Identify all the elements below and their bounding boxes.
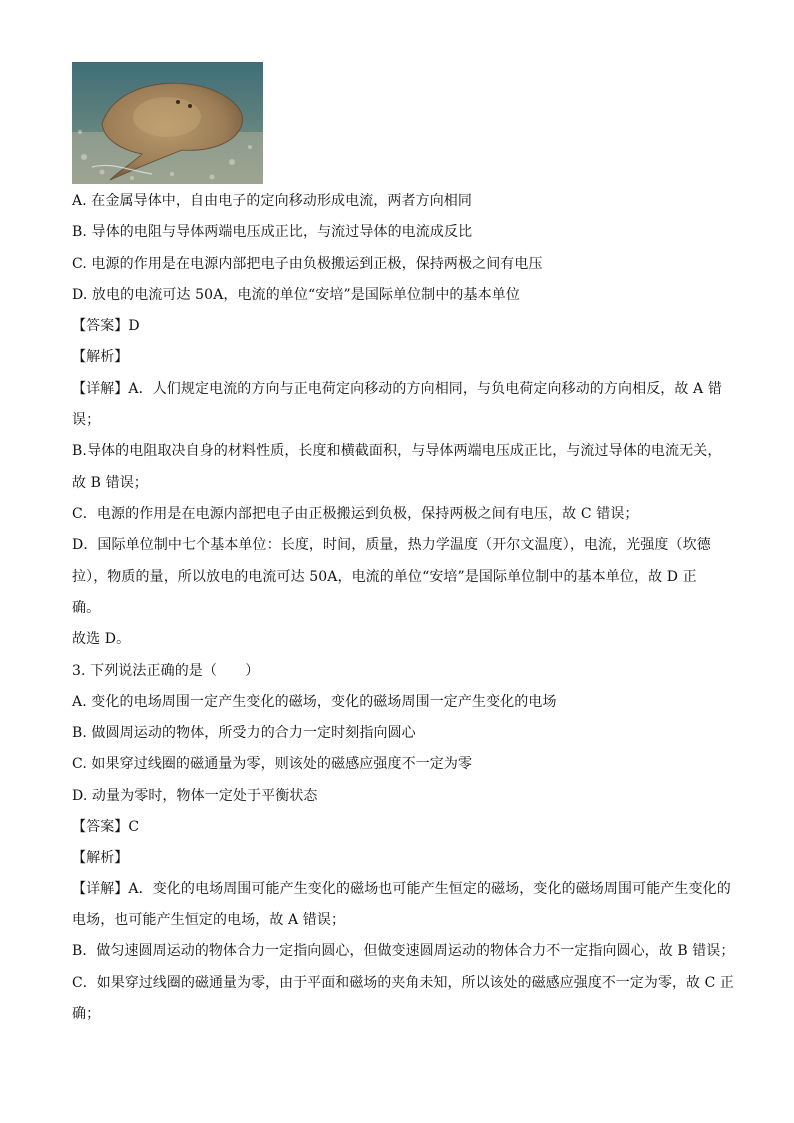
q2-detail-line: C．电源的作用是在电源内部把电子由正极搬运到负极，保持两极之间有电压，故 C 错误； [72,506,639,522]
q2-option-c: C. 电源的作用是在电源内部把电子由负极搬运到正极，保持两极之间有电压 [72,256,543,272]
q3-option-c: C. 如果穿过线圈的磁通量为零，则该处的磁感应强度不一定为零 [72,756,473,772]
q2-detail-line: 故 B 错误； [72,475,148,491]
q2-conclusion: 故选 D。 [72,631,131,647]
q3-detail-line: 【详解】A．变化的电场周围可能产生变化的磁场也可能产生恒定的磁场，变化的磁场周围可能产生变化的 [72,881,731,897]
q3-detail-line: 电场，也可能产生恒定的电场，故 A 错误； [72,912,346,928]
q3-option-a: A. 变化的电场周围一定产生变化的磁场，变化的磁场周围一定产生变化的电场 [72,694,557,710]
q2-option-d: D. 放电的电流可达 50A，电流的单位“安培”是国际单位制中的基本单位 [72,287,520,303]
q2-option-b: B. 导体的电阻与导体两端电压成正比，与流过导体的电流成反比 [72,224,473,240]
q2-detail-line: 拉），物质的量，所以放电的电流可达 50A，电流的单位“安培”是国际单位制中的基本单位，故 D 正 [72,569,697,585]
q2-detail-line: D．国际单位制中七个基本单位：长度，时间，质量，热力学温度（开尔文温度），电流，光强度（坎德 [72,537,711,553]
q2-analysis-label: 【解析】 [72,349,129,365]
electric-ray-photo [72,62,263,184]
q2-option-a: A. 在金属导体中，自由电子的定向移动形成电流，两者方向相同 [72,193,473,209]
q3-stem: 3. 下列说法正确的是（ ） [72,663,260,679]
q2-detail-line: 【详解】A．人们规定电流的方向与正电荷定向移动的方向相同，与负电荷定向移动的方向相反，故 A 错 [72,381,722,397]
q3-detail-line: C．如果穿过线圈的磁通量为零，由于平面和磁场的夹角未知，所以该处的磁感应强度不一定为零，故 C 正 [72,975,734,991]
q3-answer: 【答案】C [72,819,140,835]
q3-option-d: D. 动量为零时，物体一定处于平衡状态 [72,788,318,804]
q3-detail-line: B．做匀速圆周运动的物体合力一定指向圆心，但做变速圆周运动的物体合力不一定指向圆心，故 B 错误； [72,943,735,959]
q2-detail-line: 误； [72,412,101,428]
q3-detail-line: 确； [72,1006,101,1022]
q2-detail-line: B.导体的电阻取决自身的材料性质，长度和横截面积，与导体两端电压成正比，与流过导体的电流无关， [72,443,722,459]
q2-detail-line: 确。 [72,600,101,616]
q3-option-b: B. 做圆周运动的物体，所受力的合力一定时刻指向圆心 [72,725,416,741]
q3-analysis-label: 【解析】 [72,850,129,866]
q2-answer: 【答案】D [72,318,140,334]
